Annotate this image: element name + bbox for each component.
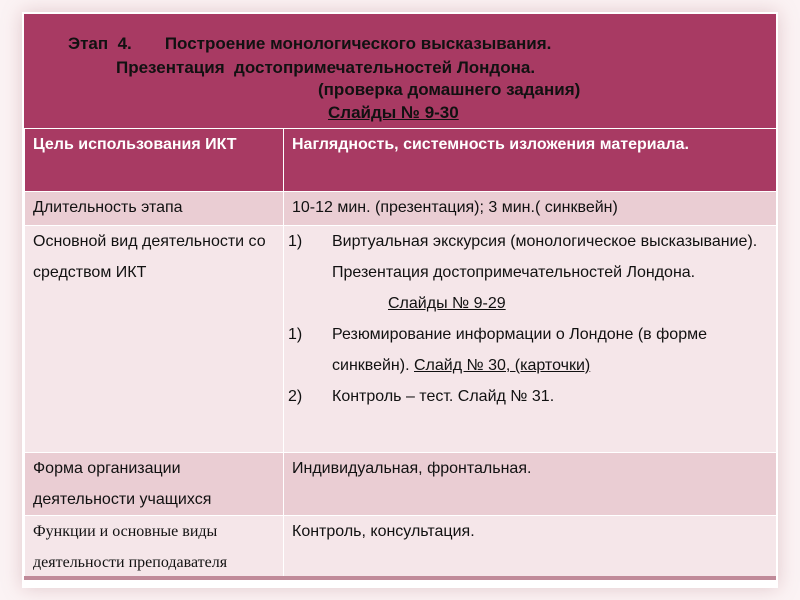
header-line-4 bbox=[328, 103, 459, 123]
slide bbox=[24, 14, 776, 580]
header-line-1: Этап 4. Построение монологического высказывания. bbox=[68, 34, 552, 53]
list-number: 1) bbox=[288, 326, 303, 343]
table-row bbox=[25, 192, 777, 226]
list-number: 1) bbox=[288, 233, 303, 250]
table-row bbox=[25, 226, 777, 453]
row-label: Функции и основные виды деятельности преподавателя bbox=[25, 516, 284, 579]
slide-header bbox=[24, 14, 776, 129]
row-value: 10-12 мин. (презентация); 3 мин.( синквейн) bbox=[284, 192, 777, 226]
activity-list bbox=[288, 226, 768, 412]
value-ict-purpose: Наглядность, системность изложения материала. bbox=[292, 136, 689, 153]
row-value: Индивидуальная, фронтальная. bbox=[284, 453, 777, 516]
list-link-text: Слайд № 30, (карточки) bbox=[414, 357, 591, 374]
bottom-rule bbox=[24, 576, 776, 580]
list-subtext: Слайды № 9-29 bbox=[388, 295, 506, 312]
row-value: Контроль, консультация. bbox=[284, 516, 777, 579]
table-row bbox=[25, 129, 777, 192]
list-item bbox=[288, 226, 768, 319]
row-label: Основной вид деятельности со средством ИКТ bbox=[25, 226, 284, 453]
row-value bbox=[284, 226, 777, 453]
row-value bbox=[284, 129, 777, 192]
table-row bbox=[25, 453, 777, 516]
label-ict-purpose: Цель использования ИКТ bbox=[33, 136, 237, 153]
list-number: 2) bbox=[288, 388, 303, 405]
list-text: Виртуальная экскурсия (монологическое высказывание). Презентация достопримечательностей Лондона. bbox=[332, 233, 758, 281]
list-item bbox=[288, 319, 768, 381]
list-text: Резюмирование информации о Лондоне (в форме синквейн). bbox=[332, 326, 707, 374]
table-row bbox=[25, 516, 777, 579]
list-item bbox=[288, 381, 768, 412]
info-table bbox=[24, 128, 777, 579]
row-label: Длительность этапа bbox=[25, 192, 284, 226]
header-line-2: Презентация достопримечательностей Лондона. bbox=[116, 58, 536, 77]
slides-range: Слайды № 9-30 bbox=[328, 103, 459, 122]
header-line-3: (проверка домашнего задания) bbox=[318, 80, 581, 99]
row-label: Форма организации деятельности учащихся bbox=[25, 453, 284, 516]
row-label bbox=[25, 129, 284, 192]
list-text: Контроль – тест. Слайд № 31. bbox=[332, 388, 555, 405]
